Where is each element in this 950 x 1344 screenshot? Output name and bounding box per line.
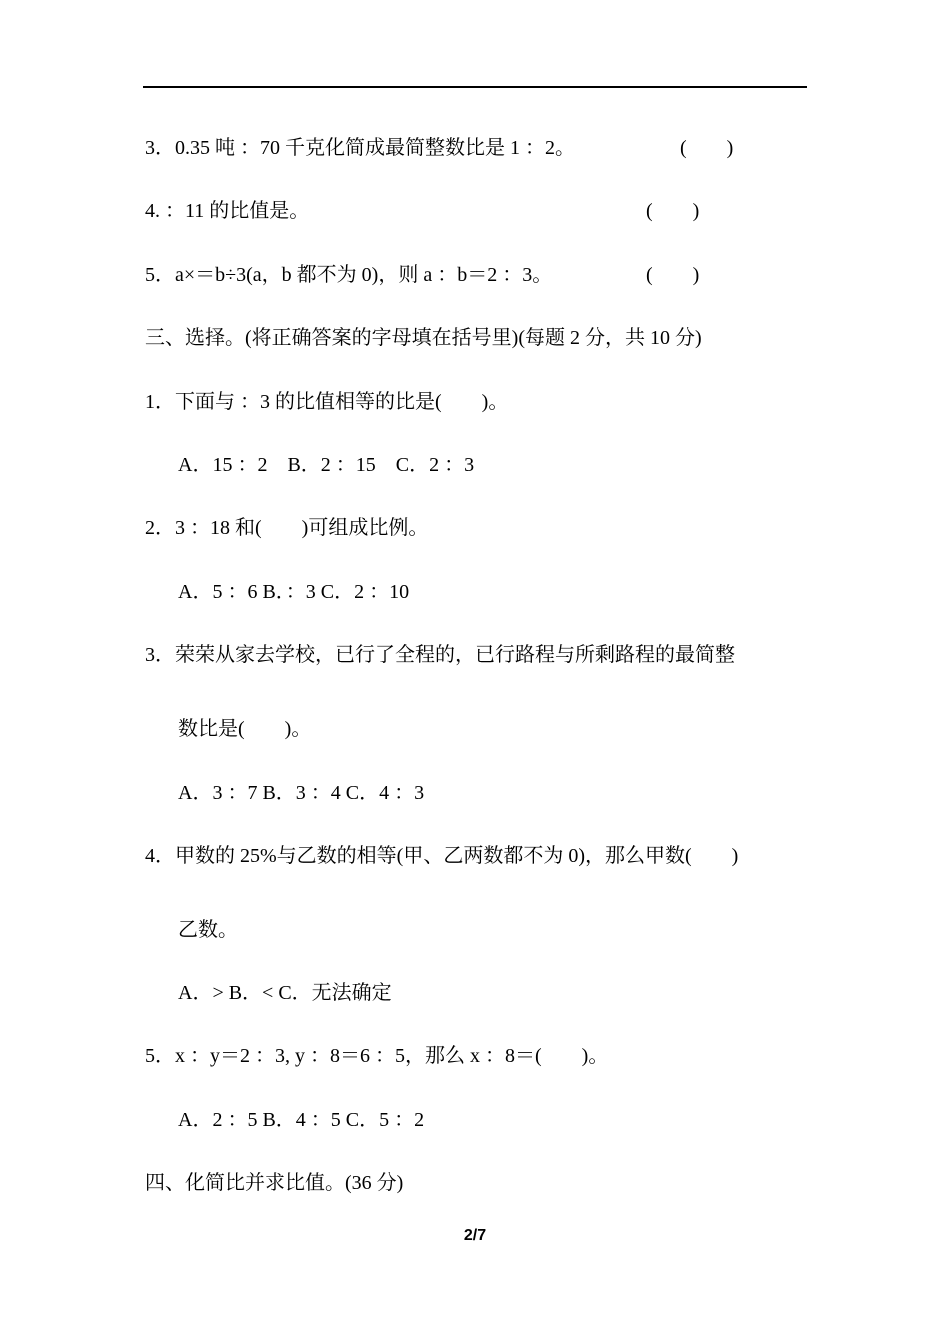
header-rule (143, 86, 807, 88)
section-heading-simplify: 四、化简比并求比值。(36 分) (145, 1172, 404, 1194)
judgement-q4: 4. ：11 的比值是。 (145, 200, 310, 222)
choice-q4-stem-continued: 乙数。 (178, 919, 238, 941)
choice-q5-stem: 5．x ：y＝2 ：3, y ：8＝6 ：5，那么 x ：8＝( )。 (145, 1045, 609, 1067)
choice-q3-stem-continued: 数比是( )。 (178, 718, 312, 740)
choice-q1-options: A．15 ：2 B．2 ：15 C．2 ：3 (178, 454, 475, 476)
choice-q2-stem: 2．3 ：18 和( )可组成比例。 (145, 517, 429, 539)
choice-q4-options: A．> B．< C．无法确定 (178, 982, 392, 1004)
choice-q3-stem: 3．荣荣从家去学校，已行了全程的，已行路程与所剩路程的最简整 (145, 644, 735, 666)
choice-q2-options: A．5 ：6 B．：3 C．2 ：10 (178, 581, 410, 603)
judgement-q5: 5．a×＝b÷3(a，b 都不为 0)，则 a ：b＝2 ：3。 (145, 264, 553, 286)
answer-bracket: ( ) (646, 264, 700, 286)
choice-q1-stem: 1．下面与 ：3 的比值相等的比是( )。 (145, 391, 509, 413)
answer-bracket: ( ) (680, 137, 734, 159)
judgement-q3: 3．0.35 吨 ：70 千克化简成最简整数比是 1 ：2。 (145, 137, 575, 159)
choice-q3-options: A．3 ：7 B．3 ：4 C．4 ：3 (178, 782, 425, 804)
choice-q5-options: A．2 ：5 B．4 ：5 C．5 ：2 (178, 1109, 425, 1131)
section-heading-choice: 三、选择。(将正确答案的字母填在括号里)(每题 2 分，共 10 分) (145, 327, 702, 349)
choice-q4-stem: 4．甲数的 25%与乙数的相等(甲、乙两数都不为 0)，那么甲数( ) (145, 845, 739, 867)
answer-bracket: ( ) (646, 200, 700, 222)
page-number: 2/7 (463, 1227, 487, 1244)
